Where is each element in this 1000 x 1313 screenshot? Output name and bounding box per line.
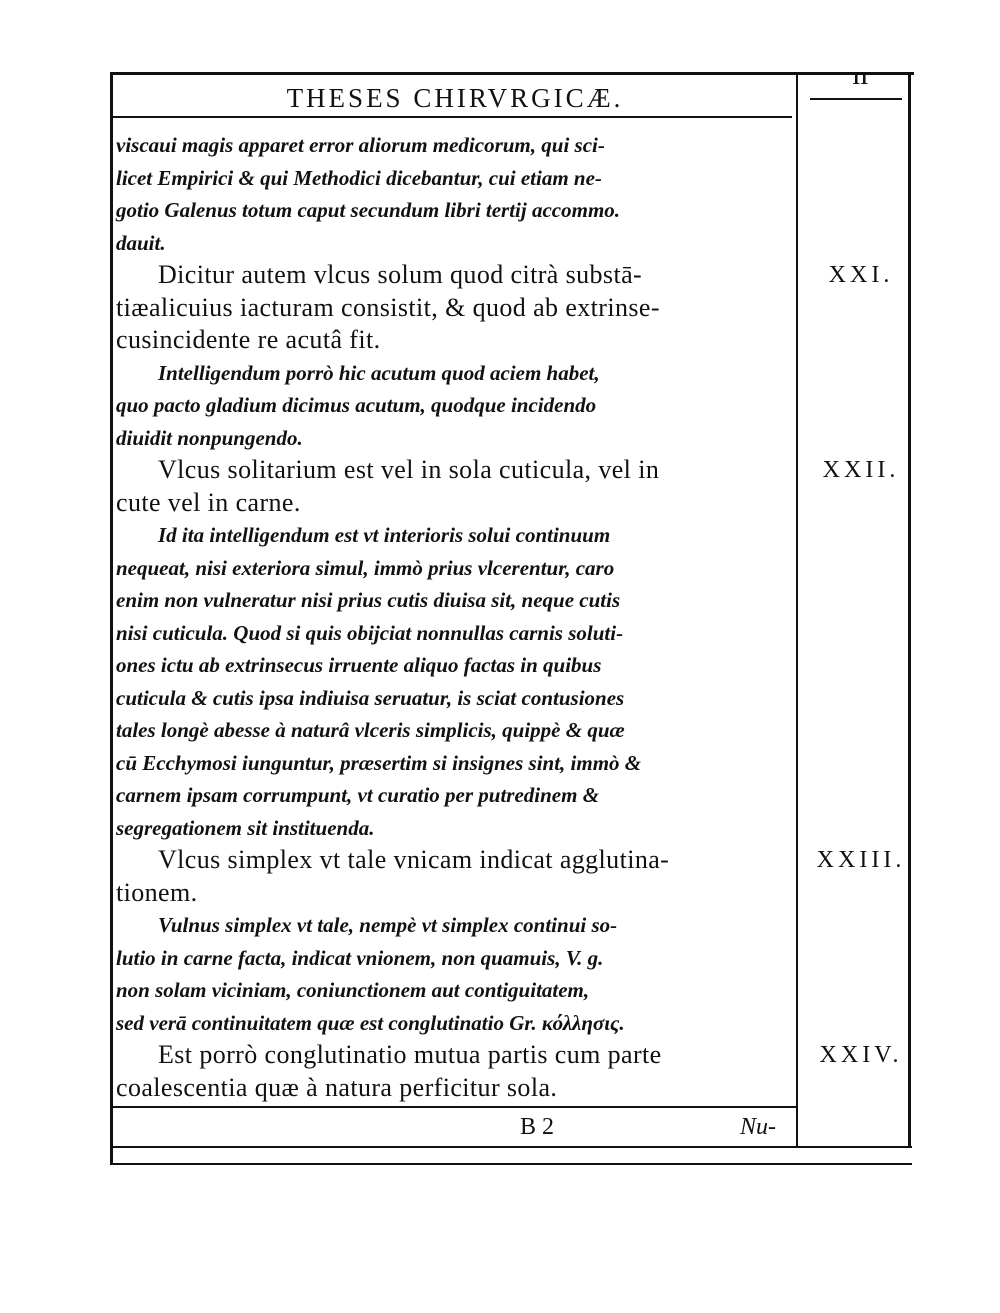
signature-mark: B 2	[520, 1114, 555, 1140]
text-bottom-rule	[112, 1106, 798, 1108]
text-line: sed verā continuitatem quæ est conglutinatio Gr. κόλλησις.	[116, 1010, 625, 1035]
text-line: Intelligendum porrò hic acutum quod aciem habet,	[158, 360, 600, 385]
text-line: Vlcus simplex vt tale vnicam indicat agglutina-	[158, 845, 670, 874]
bottom-rule	[112, 1163, 912, 1165]
top-rule	[112, 72, 914, 75]
margin-number-underline	[810, 98, 902, 100]
right-frame-line	[908, 72, 911, 1147]
header-underline	[112, 116, 792, 118]
text-line: cusincidente re acutâ fit.	[116, 325, 381, 354]
text-line: Est porrò conglutinatio mutua partis cum parte	[158, 1040, 662, 1069]
page-number: 11	[851, 68, 869, 88]
text-line: cuticula & cutis ipsa indiuisa seruatur, is sciat contusiones	[116, 685, 625, 710]
text-line: Id ita intelligendum est vt interioris solui continuum	[158, 523, 611, 547]
marginal-number: XXIV.	[819, 1042, 903, 1068]
marginal-number: XXII.	[822, 457, 900, 483]
text-line: Dicitur autem vlcus solum quod citrà substā-	[158, 260, 643, 289]
text-line: non solam viciniam, coniunctionem aut contiguitatem,	[116, 978, 590, 1002]
text-line: viscaui magis apparet error aliorum medicorum, qui sci-	[116, 133, 605, 157]
left-frame-line	[110, 72, 113, 1165]
text-line: Vlcus solitarium est vel in sola cuticula, vel in	[158, 455, 660, 484]
marginal-number: XXIII.	[816, 847, 906, 873]
text-line: tionem.	[116, 877, 198, 907]
text-line: diuidit nonpungendo.	[116, 425, 303, 450]
running-title: THESES CHIRVRGICÆ.	[286, 83, 624, 113]
text-line: dauit.	[116, 230, 166, 255]
marginal-number: XXI.	[828, 262, 894, 288]
text-line: enim non vulneratur nisi prius cutis diuisa sit, neque cutis	[116, 588, 621, 612]
text-line: cū Ecchymosi iunguntur, præsertim si insignes sint, immò &	[116, 750, 642, 775]
text-line: nisi cuticula. Quod si quis obijciat nonnullas carnis soluti-	[116, 620, 624, 645]
text-line: tales longè abesse à naturâ vlceris simplicis, quippè & quæ	[116, 718, 625, 742]
text-line: quo pacto gladium dicimus acutum, quodque incidendo	[116, 393, 597, 417]
text-line: tiæalicuius iacturam consistit, & quod ab extrinse-	[116, 292, 660, 322]
text-line: nequeat, nisi exteriora simul, immò prius vlcerentur, caro	[116, 555, 615, 580]
text-line: carnem ipsam corrumpunt, vt curatio per putredinem &	[116, 783, 600, 807]
footer-rule	[112, 1146, 912, 1148]
text-line: licet Empirici & qui Methodici dicebantur, cui etiam ne-	[116, 165, 602, 190]
text-line: gotio Galenus totum caput secundum libri tertij accommo.	[116, 198, 621, 222]
text-line: ones ictu ab extrinsecus irruente aliquo factas in quibus	[116, 653, 602, 677]
text-line: Vulnus simplex vt tale, nempè vt simplex continui so-	[158, 913, 618, 937]
text-line: cute vel in carne.	[116, 487, 301, 517]
column-divider-line	[796, 72, 798, 1147]
text-line: segregationem sit instituenda.	[116, 815, 375, 840]
catchword: Nu-	[740, 1114, 776, 1140]
text-line: lutio in carne facta, indicat vnionem, non quamuis, V. g.	[116, 945, 604, 970]
text-line: coalescentia quæ à natura perficitur sola.	[116, 1072, 558, 1102]
